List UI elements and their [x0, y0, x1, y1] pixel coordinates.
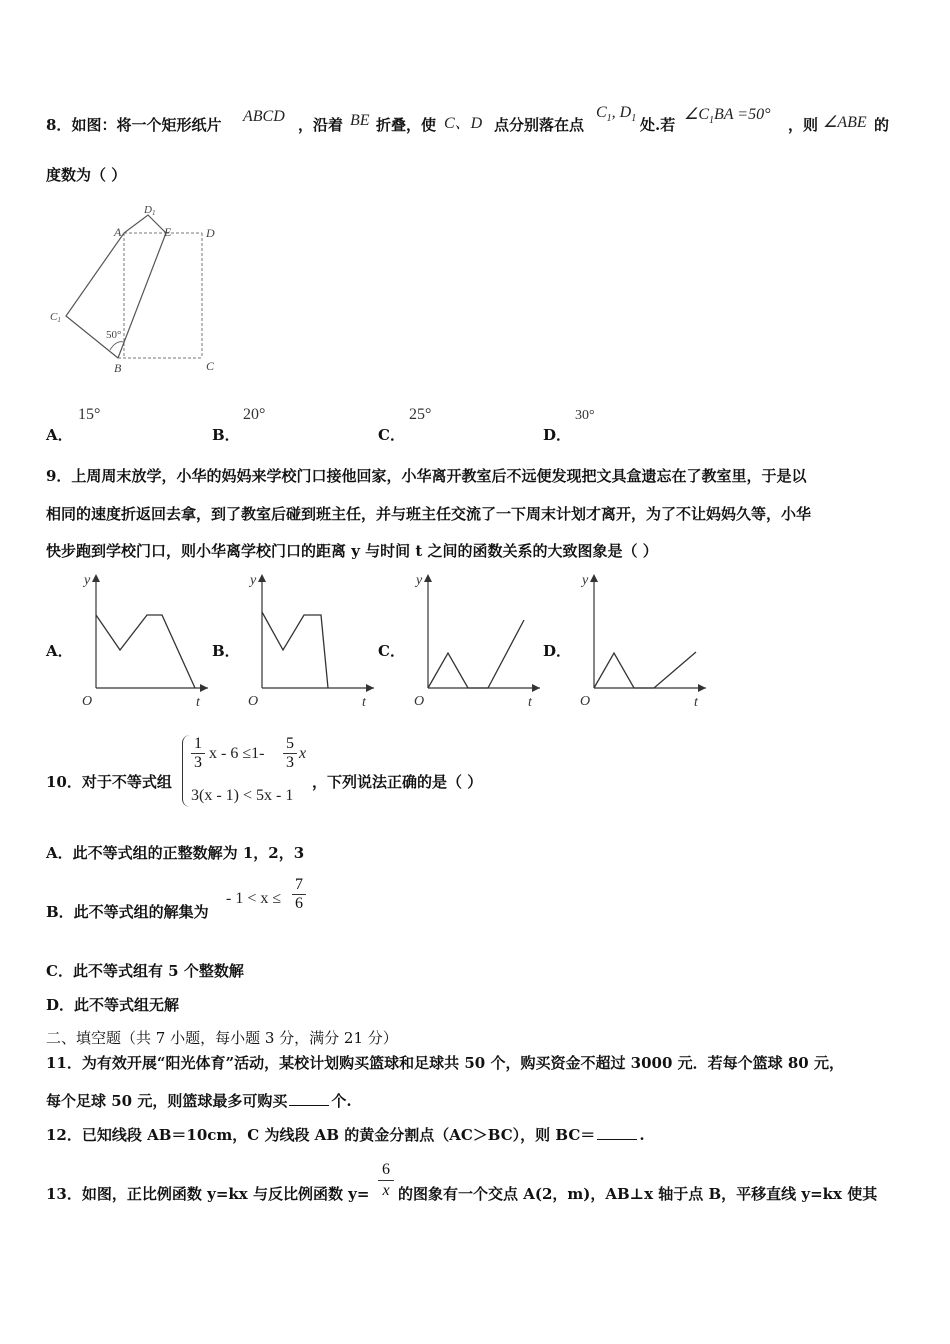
- q10-frac2: 5 3: [283, 735, 297, 772]
- graph-c-line: [428, 620, 524, 688]
- graph-a-line: [96, 615, 195, 688]
- fig-label-50: 50°: [106, 329, 122, 341]
- svg-text:y: y: [416, 573, 423, 588]
- q8-text-3: 折叠，使: [376, 116, 437, 134]
- q8-text-7: 的: [874, 116, 890, 134]
- q9-graph-c: [402, 570, 542, 710]
- q10-option-c: C．此不等式组有 5 个整数解: [46, 962, 244, 980]
- q8-option-b-value: 20°: [243, 406, 266, 423]
- q8-cd-math: C、D: [444, 115, 483, 132]
- fig-label-D: D: [206, 226, 215, 240]
- fig-label-E: E: [164, 225, 172, 239]
- q10-suffix: ，下列说法正确的是（ ）: [312, 773, 483, 791]
- q9-line1: 9．上周周末放学，小华的妈妈来学校门口接他回家，小华离开教室后不远便发现把文具盒遗忘在了教室里，于是以: [46, 467, 807, 485]
- svg-text:y: y: [582, 573, 589, 588]
- q9-option-d-label: D．: [543, 642, 572, 660]
- q13-frac: 6 x: [378, 1160, 394, 1201]
- q8-line1: [46, 118, 221, 133]
- fig-label-C: C: [206, 359, 215, 373]
- fig-label-B: B: [114, 361, 122, 375]
- q10-option-b-frac: 7 6: [292, 876, 306, 913]
- q11-line1: 11．为有效开展“阳光体育”活动，某校计划购买篮球和足球共 50 个，购买资金不超过 3000 元．若每个篮球 80 元，: [46, 1054, 844, 1072]
- q9-graph-a: [70, 570, 210, 710]
- q13-line-a: 13．如图，正比例函数 y=kx 与反比例函数 y=: [46, 1185, 370, 1203]
- q9-graph-b: [236, 570, 376, 710]
- q10-option-d: D．此不等式组无解: [46, 996, 180, 1014]
- q8-option-c-label: C．: [378, 426, 405, 444]
- q11-answer-blank[interactable]: [289, 1105, 329, 1106]
- q10-ineq2: 3(x - 1) < 5x - 1: [191, 787, 294, 804]
- section-2-title: 二、填空题（共 7 小题，每小题 3 分，满分 21 分）: [46, 1029, 398, 1047]
- q10-frac1: 1 3: [191, 735, 205, 772]
- q8-option-a-value: 15°: [78, 406, 101, 423]
- graph-b-line: [262, 612, 328, 688]
- fig-label-A: A: [114, 225, 122, 239]
- q8-c1d1-math: $C_1$, $D_1$: [596, 104, 637, 125]
- q10-ineq1-mid: x - 6 ≤1-: [209, 745, 265, 762]
- q8-text-2: ，沿着: [298, 116, 344, 134]
- fig-label-C1: C1: [50, 311, 61, 324]
- graph-d-line: [594, 652, 696, 688]
- q9-option-c-label: C．: [378, 642, 405, 660]
- q10-option-b: B．此不等式组的解集为: [46, 903, 209, 921]
- q10-system: [182, 735, 313, 807]
- q10-ineq1-end: x: [299, 745, 307, 762]
- q13-line-b: 的图象有一个交点 A(2，m)，AB⊥x 轴于点 B，平移直线 y=kx 使其: [398, 1185, 878, 1203]
- svg-text:O: O: [82, 694, 93, 709]
- svg-text:t: t: [694, 695, 698, 710]
- svg-text:t: t: [362, 695, 366, 710]
- svg-text:t: t: [528, 695, 532, 710]
- q8-text-6: ，则: [788, 116, 819, 134]
- q8-figure: [44, 200, 234, 380]
- q8-be-math: BE: [350, 112, 370, 129]
- q8-text-4: 点分别落在点: [494, 116, 585, 134]
- q8-option-a-label: A．: [46, 426, 73, 444]
- q8-number: 8．: [46, 116, 72, 134]
- q8-rect-math: ABCD: [243, 108, 285, 125]
- q12-answer-blank[interactable]: [597, 1139, 637, 1140]
- svg-text:t: t: [196, 695, 200, 710]
- q8-text-5: 处.若: [640, 116, 676, 134]
- q8-abe-math: ∠ABE: [823, 114, 867, 131]
- q9-line3: 快步跑到学校门口，则小华离学校门口的距离 y 与时间 t 之间的函数关系的大致图象是（ ）: [46, 542, 658, 560]
- q8-option-d-label: D．: [543, 426, 572, 444]
- q10-prefix: 10．对于不等式组: [46, 773, 172, 791]
- q8-option-c-value: 25°: [409, 406, 432, 423]
- q8-angle-math: $\angle C_1BA =50^\circ$: [684, 106, 771, 127]
- svg-text:O: O: [248, 694, 259, 709]
- q8-line2: 度数为（ ）: [46, 166, 127, 184]
- q8-option-d-value: 30°: [575, 408, 595, 423]
- fig-label-D1: D1: [144, 204, 156, 217]
- svg-text:y: y: [250, 573, 257, 588]
- svg-text:O: O: [580, 694, 591, 709]
- q9-line2: 相同的速度折返回去拿，到了教室后碰到班主任，并与班主任交流了一下周末计划才离开，为了不让妈妈久等，小华: [46, 505, 812, 523]
- svg-text:O: O: [414, 694, 425, 709]
- q11-line2: 每个足球 50 元，则篮球最多可购买 个.: [46, 1092, 352, 1110]
- q12-line: 12．已知线段 AB＝10cm，C 为线段 AB 的黄金分割点（AC＞BC），则 BC＝ .: [46, 1126, 645, 1144]
- svg-text:y: y: [84, 573, 91, 588]
- q8-text: 如图：将一个矩形纸片: [71, 116, 222, 134]
- q9-option-b-label: B．: [212, 642, 240, 660]
- q10-option-a: A．此不等式组的正整数解为 1，2，3: [46, 844, 305, 862]
- q9-graph-d: [568, 570, 708, 710]
- q9-option-a-label: A．: [46, 642, 73, 660]
- q10-option-b-math: - 1 < x ≤: [226, 890, 282, 907]
- q8-option-b-label: B．: [212, 426, 240, 444]
